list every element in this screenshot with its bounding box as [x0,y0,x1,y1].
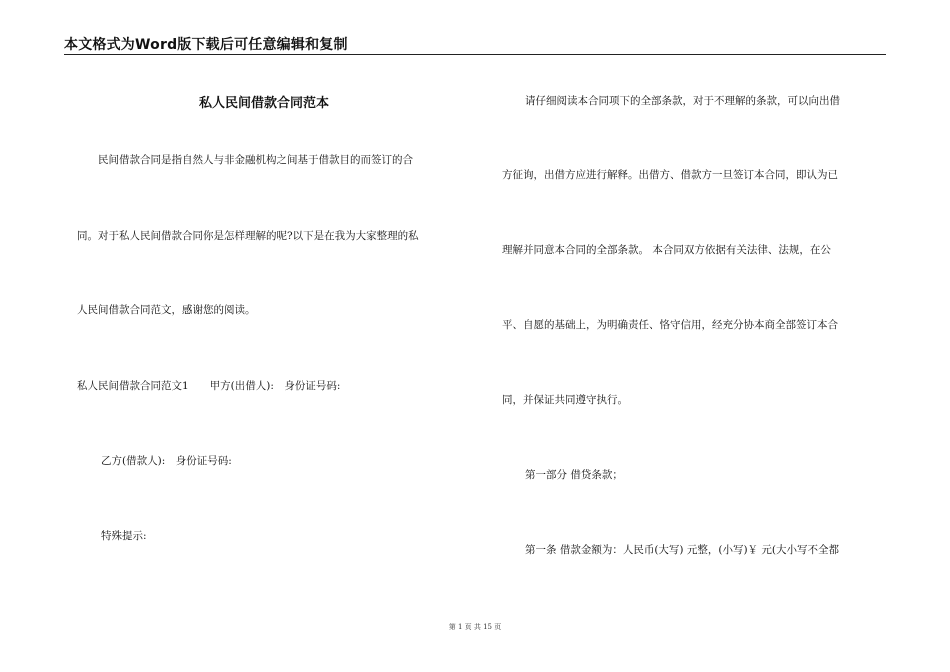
paragraph-line: 同，并保证共同遵守执行。 [502,394,628,406]
paragraph-line: 特殊提示: [101,530,147,542]
paragraph-line: 私人民间借款合同范文1 甲方(出借人): 身份证号码: [77,380,341,392]
paragraph-line: 同。对于私人民间借款合同你是怎样理解的呢?以下是在我为大家整理的私 [77,230,419,242]
document-title: 私人民间借款合同范本 [198,96,329,111]
paragraph-line: 乙方(借款人): 身份证号码: [101,455,232,467]
header-text: 本文格式为Word版下载后可任意编辑和复制 [64,37,348,53]
page-header [64,34,886,55]
page-footer: 第 1 页 共 15 页 [448,623,502,631]
paragraph-line: 方征询，出借方应进行解释。出借方、借款方一旦签订本合同，即认为已 [502,169,838,181]
paragraph-line: 请仔细阅读本合同项下的全部条款，对于不理解的条款，可以向出借 [525,95,840,107]
section-heading: 第一部分 借贷条款； [525,469,623,481]
paragraph-line: 第一条 借款金额为：人民币(大写) 元整，(小写)￥ 元(大小写不全都 [525,544,839,556]
paragraph-line: 民间借款合同是指自然人与非金融机构之间基于借款目的而签订的合 [98,154,413,166]
paragraph-line: 平、自愿的基础上，为明确责任、恪守信用，经充分协本商全部签订本合 [502,319,838,331]
paragraph-line: 人民间借款合同范文，感谢您的阅读。 [77,304,256,316]
paragraph-line: 理解并同意本合同的全部条款。 本合同双方依据有关法律、法规，在公 [502,244,831,256]
